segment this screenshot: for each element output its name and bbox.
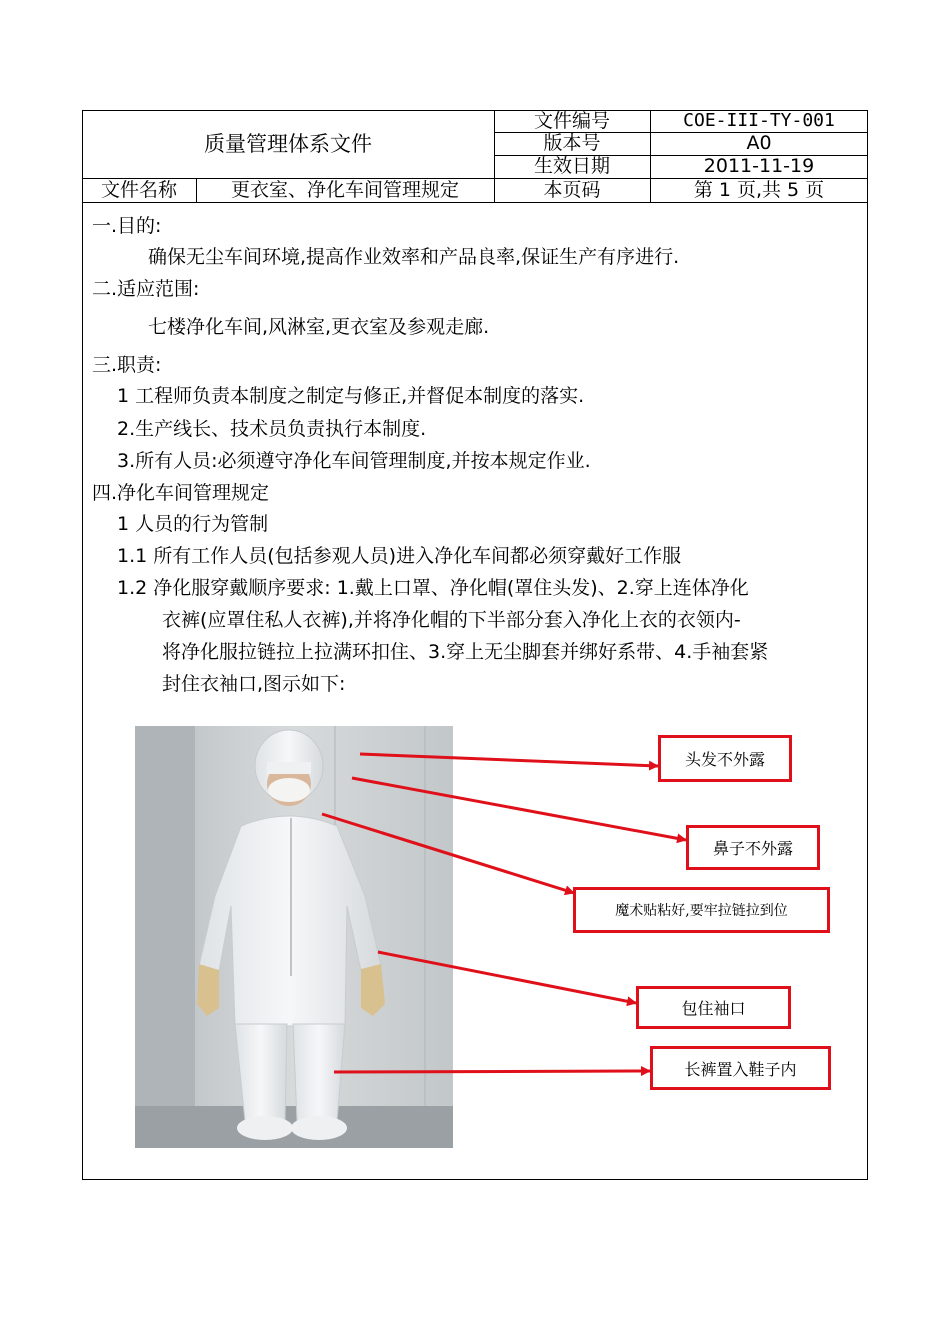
arrow-pants <box>334 1071 650 1072</box>
arrow-cuff <box>378 952 636 1003</box>
arrow-zipper <box>322 814 574 893</box>
callout-nose: 鼻子不外露 <box>686 825 820 870</box>
section-4-sub-1-2-line-4: 封住衣袖口,图示如下: <box>162 673 346 695</box>
doc-name-label: 文件名称 <box>100 178 177 201</box>
callout-pants: 长裤置入鞋子内 <box>650 1046 831 1090</box>
section-2-text: 七楼净化车间,风淋室,更衣室及参观走廊. <box>148 316 490 338</box>
arrow-nose <box>352 778 686 840</box>
section-1-title: 一.目的: <box>92 215 162 237</box>
doc-no-value: COE-III-TY-001 <box>683 110 835 131</box>
section-4-sub-1-1: 1.1 所有工作人员(包括参观人员)进入净化车间都必须穿戴好工作服 <box>117 545 682 567</box>
doc-name-value: 更衣室、净化车间管理规定 <box>230 178 459 201</box>
callout-hair: 头发不外露 <box>658 735 792 782</box>
effective-date-value: 2011-11-19 <box>703 155 815 177</box>
doc-no-label: 文件编号 <box>533 109 610 132</box>
section-3-item-1: 1 工程师负责本制度之制定与修正,并督促本制度的落实. <box>117 385 585 407</box>
section-3-title: 三.职责: <box>92 354 162 376</box>
section-3-item-3: 3.所有人员:必须遵守净化车间管理制度,并按本规定作业. <box>117 450 591 472</box>
arrow-hair <box>360 754 658 766</box>
version-value: A0 <box>746 132 772 154</box>
callout-cuff: 包住袖口 <box>636 986 791 1029</box>
callout-zipper: 魔术贴粘好,要牢拉链拉到位 <box>573 887 830 933</box>
section-4-title: 四.净化车间管理规定 <box>92 482 270 504</box>
section-4-sub-1-2-line-2: 衣裤(应罩住私人衣裤),并将净化帽的下半部分套入净化上衣的衣领内- <box>162 609 741 631</box>
section-1-text: 确保无尘车间环境,提高作业效率和产品良率,保证生产有序进行. <box>148 246 680 268</box>
document-title: 质量管理体系文件 <box>204 131 372 156</box>
section-4-sub-1-2-line-3: 将净化服拉链拉上拉满环扣住、3.穿上无尘脚套并绑好系带、4.手袖套紧 <box>162 641 769 663</box>
page-label: 本页码 <box>543 178 601 201</box>
section-3-item-2: 2.生产线长、技术员负责执行本制度. <box>117 418 427 440</box>
version-label: 版本号 <box>543 132 601 154</box>
section-4-sub-1: 1 人员的行为管制 <box>117 513 269 535</box>
section-2-title: 二.适应范围: <box>92 278 200 300</box>
page-value: 第 1 页,共 5 页 <box>693 178 825 201</box>
effective-date-label: 生效日期 <box>533 155 610 177</box>
section-4-sub-1-2-line-1: 1.2 净化服穿戴顺序要求: 1.戴上口罩、净化帽(罩住头发)、2.穿上连体净化 <box>117 577 749 599</box>
